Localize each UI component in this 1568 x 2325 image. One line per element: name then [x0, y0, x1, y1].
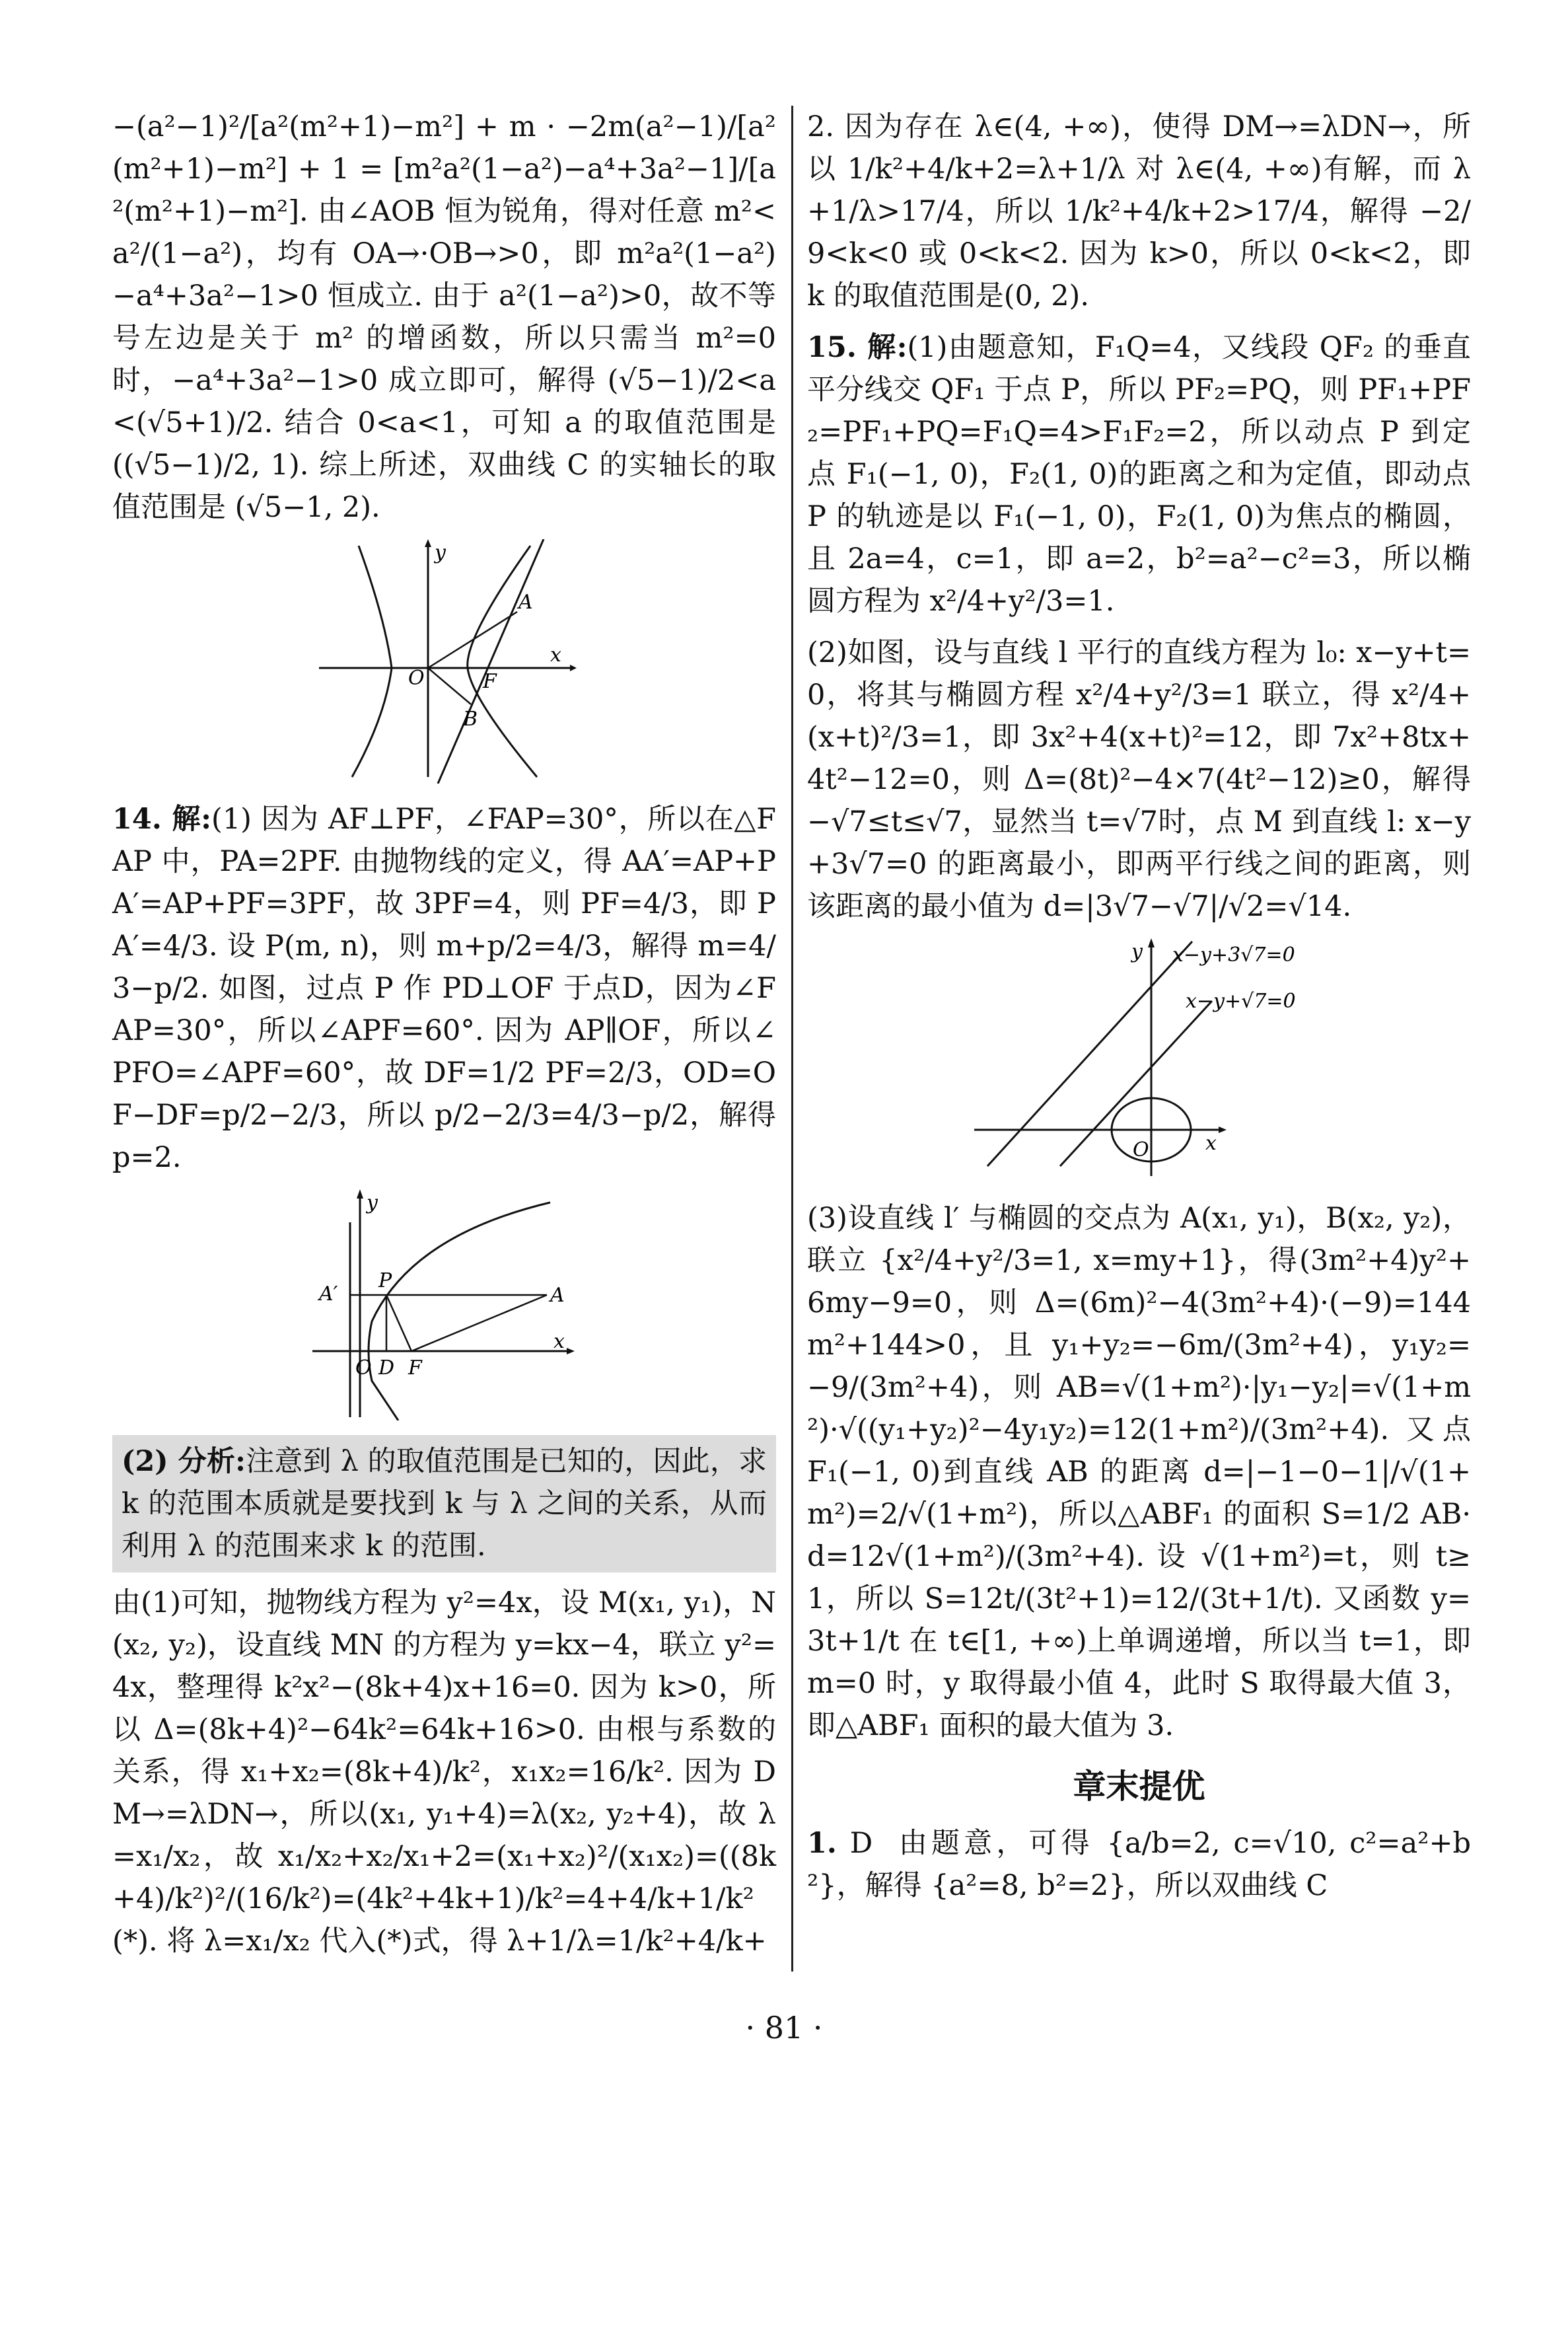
solution-15-part3: (3)设直线 l′ 与椭圆的交点为 A(x₁, y₁)，B(x₂, y₂)，联立 {x²/4+y²/3=1, x=my+1}，得(3m²+4)y²+6my−9=0，则 Δ=(6m)²−4(3m²+4)·(−9)=144m²+144>0，且 y₁+y₂=−6m/(3m²+4)，y₁y₂=−9/(3m²+4)，则 AB=√(1+m²)·|y₁−y₂|=√(1+m²)·√((y₁+y₂)²−4y₁y₂)=12(1+m²)/(3m²+4). 又点 F₁(−1, 0)到直线 AB 的距离 d=|−1−0−1|/√(1+m²)=2/√(1+m²)，所以△ABF₁ 的面积 S=1/2 AB·d=12√(1+m²)/(3m²+4). 设 √(1+m²)=t，则 t≥1，所以 S=12t/(3t²+1)=12/(3t+1/t). 又函数 y=3t+1/t 在 t∈[1, +∞)上单调递增，所以当 t=1，即 m=0 时，y 取得最小值 4，此时 S 取得最大值 3，即△ABF₁ 面积的最大值为 3. [807, 1202, 1471, 1742]
fig3-label-y: y [1131, 940, 1143, 963]
fig2-label-p: P [378, 1269, 392, 1292]
fig3-line2-label: x−y+√7=0 [1185, 990, 1296, 1013]
ellipse-figure-wrap [807, 938, 1471, 1183]
answer-choice: D [849, 1827, 873, 1860]
question-number: 1. [807, 1827, 837, 1860]
question-number: 15. 解: [807, 331, 908, 364]
solution-14-part2: 由(1)可知，抛物线方程为 y²=4x，设 M(x₁, y₁)，N(x₂, y₂)，设直线 MN 的方程为 y=kx−4，联立 y²=4x，整理得 k²x²−(8k+4)x+16=0. 因为 k>0，所以 Δ=(8k+4)²−64k²=64k+16>0. 由根与系数的关系，得 x₁+x₂=(8k+4)/k²，x₁x₂=16/k². 因为 DM→=λDN→，所以(x₁, y₁+4)=λ(x₂, y₂+4)，故 λ=x₁/x₂，故 x₁/x₂+x₂/x₁+2=(x₁+x₂)²/(x₁x₂)=((8k+4)/k²)²/(16/k²)=(4k²+4k+1)/k²=4+4/k+1/k² (*). 将 λ=x₁/x₂ 代入(*)式，得 λ+1/λ=1/k²+4/k+ [112, 1586, 783, 1958]
analysis-box [112, 1435, 776, 1572]
fig2-label-f: F [408, 1356, 422, 1380]
fig3-line1-label: x−y+3√7=0 [1172, 943, 1295, 967]
fig1-label-a: A [518, 591, 533, 614]
solution-text: 由题意，可得 {a/b=2, c=√10, c²=a²+b²}，解得 {a²=8, b²=2}，所以双曲线 C [807, 1827, 1471, 1902]
fig2-label-o: O [355, 1356, 372, 1380]
fig1-label-b: B [462, 708, 478, 731]
fig1-label-f: F [482, 670, 497, 693]
parabola-figure-wrap [112, 1189, 776, 1421]
fig1-label-y: y [434, 541, 446, 564]
solution-15-part2: (2)如图，设与直线 l 平行的直线方程为 l₀: x−y+t=0，将其与椭圆方程 x²/4+y²/3=1 联立，得 x²/4+(x+t)²/3=1，即 3x²+4(x+t)²=12，即 7x²+8tx+4t²−12=0，则 Δ=(8t)²−4×7(4t²−12)≥0，解得 −√7≤t≤√7，显然当 t=√7时，点 M 到直线 l: x−y+3√7=0 的距离最小，即两平行线之间的距离，则该距离的最小值为 d=|3√7−√7|/√2=√14. [807, 636, 1471, 923]
solution-text: (1)由题意知，F₁Q=4，又线段 QF₂ 的垂直平分线交 QF₁ 于点 P，所以 PF₂=PQ，则 PF₁+PF₂=PF₁+PQ=F₁Q=4>F₁F₂=2，所以动点 P 到定点 F₁(−1, 0)，F₂(1, 0)的距离之和为定值，即动点 P 的轨迹是以 F₁(−1, 0)，F₂(1, 0)为焦点的椭圆，且 2a=4，c=1，即 a=2，b²=a²−c²=3，所以椭圆方程为 x²/4+y²/3=1. [807, 331, 1471, 618]
solution-15 [807, 326, 1471, 622]
parabola-figure [312, 1189, 577, 1421]
left-column [112, 106, 783, 1972]
solution-text: (1) 因为 AF⊥PF，∠FAP=30°，所以在△FAP 中，PA=2PF. 由抛物线的定义，得 AA′=AP+PA′=AP+PF=3PF，故 3PF=4，则 PF=4/3，即 PA′=4/3. 设 P(m, n)，则 m+p/2=4/3，解得 m=4/3−p/2. 如图，过点 P 作 PD⊥OF 于点D，因为∠FAP=30°，所以∠APF=60°. 因为 AP∥OF，所以∠PFO=∠APF=60°，故 DF=1/2 PF=2/3，OD=OF−DF=p/2−2/3，所以 p/2−2/3=4/3−p/2，解得 p=2. [112, 803, 776, 1174]
column-divider [791, 106, 793, 1972]
fig2-label-a-prime: A′ [318, 1282, 338, 1306]
section-title: 章末提优 [1073, 1767, 1205, 1806]
fig1-label-x: x [550, 644, 561, 667]
hyperbola-figure-wrap [112, 539, 776, 784]
solution-14 [112, 798, 776, 1179]
solution-13-continued: −(a²−1)²/[a²(m²+1)−m²] + m · −2m(a²−1)/[a²(m²+1)−m²] + 1 = [m²a²(1−a²)−a⁴+3a²−1]/[a²(m²+1)−m²]. 由∠AOB 恒为锐角，得对任意 m²<a²/(1−a²)，均有 OA→·OB→>0，即 m²a²(1−a²)−a⁴+3a²−1>0 恒成立. 由于 a²(1−a²)>0，故不等号左边是关于 m² 的增函数，所以只需当 m²=0 时，−a⁴+3a²−1>0 成立即可，解得 (√5−1)/2<a<(√5+1)/2. 结合 0<a<1，可知 a 的取值范围是 ((√5−1)/2, 1). 综上所述，双曲线 C 的实轴长的取值范围是 (√5−1, 2). [112, 110, 776, 524]
fig2-label-x: x [553, 1330, 565, 1353]
page-number: · 81 · [745, 2010, 823, 2046]
fig3-label-x: x [1205, 1132, 1217, 1155]
fig2-label-y: y [366, 1191, 378, 1214]
right-column [807, 106, 1471, 1972]
analysis-label: (2) 分析: [122, 1445, 246, 1478]
question-number: 14. 解: [112, 803, 212, 836]
fig3-label-o: O [1132, 1138, 1149, 1162]
hyperbola-figure [312, 539, 577, 784]
fig2-label-d: D [378, 1356, 394, 1380]
exercise-1 [807, 1822, 1471, 1907]
fig1-label-o: O [408, 667, 425, 690]
fig2-label-a: A [550, 1284, 565, 1307]
analysis-text: 注意到 λ 的取值范围是已知的，因此，求 k 的范围本质就是要找到 k 与 λ 之间的关系，从而利用 λ 的范围来求 k 的范围. [122, 1445, 767, 1563]
ellipse-lines-figure [974, 938, 1304, 1183]
solution-14-continued: 2. 因为存在 λ∈(4, +∞)，使得 DM→=λDN→，所以 1/k²+4/k+2=λ+1/λ 对 λ∈(4, +∞)有解，而 λ+1/λ>17/4，所以 1/k²+4/k+2>17/4，解得 −2/9<k<0 或 0<k<2. 因为 k>0，所以 0<k<2，即 k 的取值范围是(0, 2). [807, 110, 1471, 313]
